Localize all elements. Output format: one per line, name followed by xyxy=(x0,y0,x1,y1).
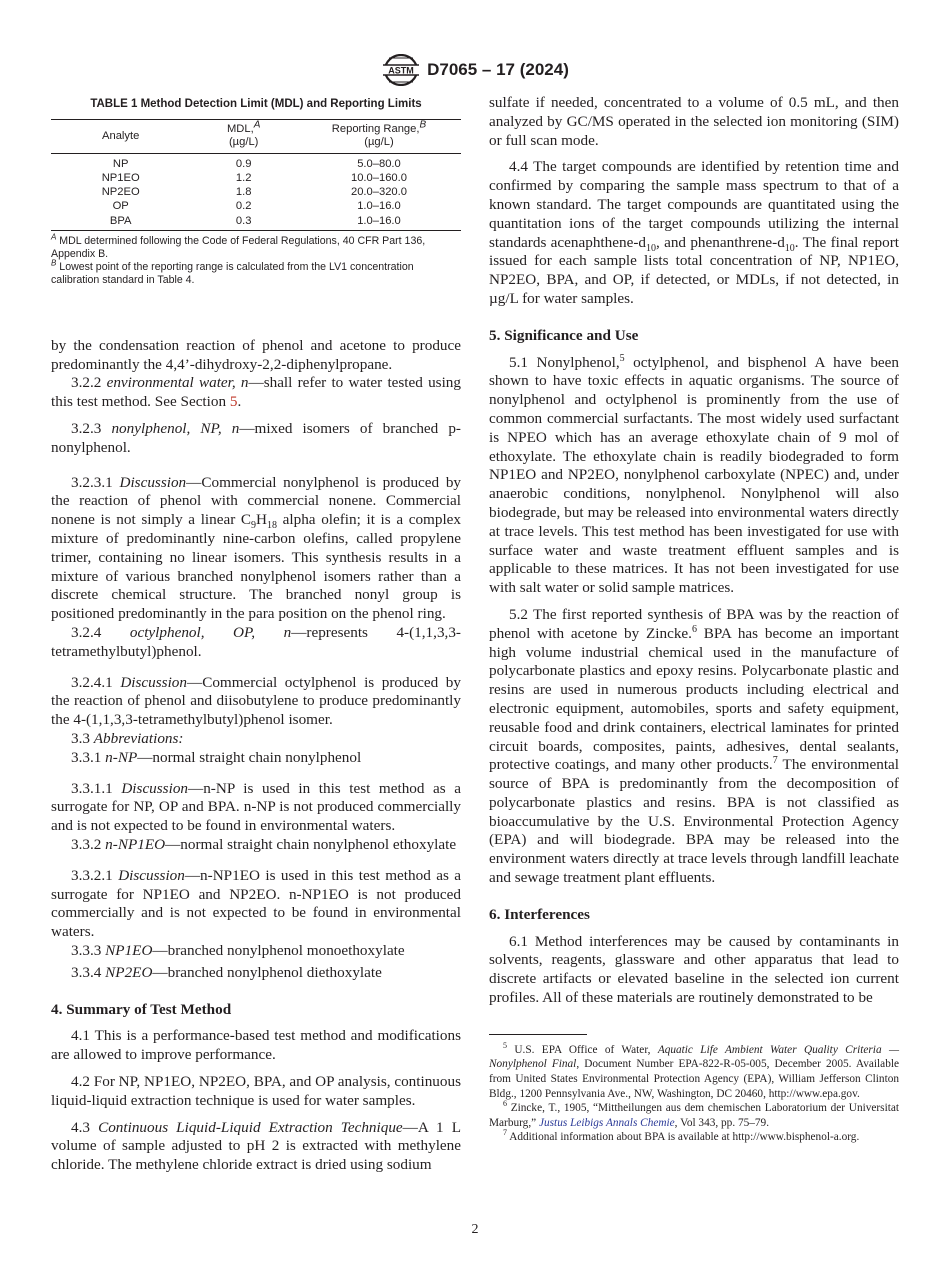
col-mdl: MDL,$^A$ (µg/L) xyxy=(190,119,297,153)
journal-link[interactable]: Justus Leibigs Annals Chemie xyxy=(539,1116,675,1129)
table-header-row xyxy=(51,119,461,153)
page-number: 2 xyxy=(471,1222,479,1237)
section-3-3-4: 3.3.4 NP2EO—branched nonylphenol diethoxylate xyxy=(71,963,382,981)
section-3-2-4-1: 3.2.4.1 Discussion—Commercial octylphenol is produced by the reaction of phenol and diisobutylene to produce predominantly the 4-(1,1,3,3-tetramethylbutyl)phenol isomer. xyxy=(51,673,461,729)
footnote-7: $^7$ Additional information about BPA is available at http://www.bisphenol-a.org. xyxy=(503,1128,860,1144)
paragraph-4-1: 4.1 This is a performance-based test method and modifications are allowed to improve performance. xyxy=(51,1027,461,1064)
footnote-ref-7[interactable]: 7 xyxy=(772,755,778,767)
paragraph-continued-right: sulfate if needed, concentrated to a volume of 0.5 mL, and then analyzed by GC/MS operated in the selected ion monitoring (SIM) or full scan mode. xyxy=(489,94,899,149)
paragraph-6-1: 6.1 Method interferences may be caused by contaminants in solvents, reagents, glassware and other apparatus that lead to discrete artifacts or elevated baseline in the selected ion current profiles. All of these materials are routinely demonstrated to be xyxy=(489,932,899,1007)
heading-section-5: 5. Significance and Use xyxy=(489,326,639,344)
astm-logo-icon xyxy=(381,54,421,86)
mdl-table xyxy=(51,119,461,231)
table-row: NP2EO 1.8 20.0–320.0 xyxy=(101,186,407,199)
section-3-2-3: 3.2.3 nonylphenol, NP, n—mixed isomers of branched p-nonylphenol. xyxy=(51,420,461,456)
table-footnote-a: $^A$ MDL determined following the Code of Federal Regulations, 40 CFR Part 136, Appendix B. xyxy=(51,232,426,260)
heading-section-4: 4. Summary of Test Method xyxy=(51,1000,232,1018)
table-1 xyxy=(51,95,461,287)
footnote-ref-6[interactable]: 6 xyxy=(691,623,697,635)
section-3-3-3: 3.3.3 NP1EO—branched nonylphenol monoethoxylate xyxy=(71,941,405,959)
table-row: OP 0.2 1.0–16.0 xyxy=(112,200,401,213)
section-3-3-1: 3.3.1 n-NP—normal straight chain nonylphenol xyxy=(71,748,362,766)
paragraph-4-2: 4.2 For NP, NP1EO, NP2EO, BPA, and OP analysis, continuous liquid-liquid extraction technique is used for water samples. xyxy=(51,1072,461,1109)
table-row: BPA 0.3 1.0–16.0 xyxy=(51,214,461,231)
footnote-ref-5[interactable]: 5 xyxy=(619,352,625,364)
table-footnote-b: $^B$ Lowest point of the reporting range is calculated from the LV1 concentration calibration standard in Table 4. xyxy=(51,258,414,286)
standard-designation: D7065 – 17 (2024) xyxy=(427,60,569,79)
section-3-2-3-1: 3.2.3.1 Discussion—Commercial nonylphenol is produced by the reaction of phenol with commercial nonene. Commercial nonene is not simply a linear $C_9H_{18}$ alpha olefin; it is a complex mixture of predominantly nine-carbon olefins, called propylene trimer, containing no linear isomers. This synthesis results in a mixture of various branched nonylphenol isomers rather than a discrete chemical structure. The branched nonyl group is positioned predominantly in the para position on the phenol ring. xyxy=(51,473,462,623)
logo-text: ASTM xyxy=(388,65,414,76)
left-column xyxy=(51,94,461,1175)
heading-section-6: 6. Interferences xyxy=(489,905,590,923)
section-4-3: 4.3 Continuous Liquid-Liquid Extraction Technique—A 1 L volume of sample adjusted to pH 2 is extracted with methylene chloride. The methylene chloride extract is dried using sodium xyxy=(51,1118,461,1174)
paragraph-4-4: 4.4 The target compounds are identified by retention time and confirmed by comparing the sample mass spectrum to that of a known standard. The target compounds are quantitated using the quantitation ions of the target compounds utilizing the internal standards acenaphthene-$d_{10}$, and phenanthrene-$d_{10}$. The final report issued for each sample lists total concentration of NP, NP1EO, NP2EO, BPA, and OP, if detected, or MDLs, if not detected, in µg/L for water samples. xyxy=(489,158,899,307)
paragraph-5-1: 5.1 Nonylphenol,$^5$ octylphenol, and bisphenol A have been shown to have toxic effects in aquatic organisms. The source of nonylphenol and octylphenol is prominently from the use of common commercial surfactants. The most widely used surfactant is NPEO which has an average ethoxylate chain of 9 mol of ethoxylate. The ethoxylate chain is readily biodegraded to form NP1EO and NP2EO, nonylphenol carboxylate (NPEC) and, under anaerobic conditions, nonylphenol. Nonylphenol will also biodegrade, but may be released into environmental waters directly at trace levels. This test method has been investigated for use with surface water and waste treatment effluent samples and is applicable to these matrices. It has not been investigated for use with salt water or solid sample matrices. xyxy=(489,352,899,597)
table-row: NP1EO 1.2 10.0–160.0 xyxy=(101,172,407,184)
paragraph-5-2: 5.2 The first reported synthesis of BPA was by the reaction of phenol with acetone by Zincke.$^6$ BPA has become an important high volume industrial chemical used in the manufacture of polycarbonate plastics and epoxy resins. Polycarbonate plastic and resins are used in numerous products including electrical and electronic equipment, automobiles, sports and safety equipment, reusable food and drink containers, electrical laminates for printed circuit boards, composites, paints, adhesives, dental sealants, protective coatings, and many other products.$^7$ The environmental source of BPA is predominantly from the decomposition of polycarbonate plastics and resins. BPA is not classified as bioaccumulative by the U.S. Environmental Protection Agency (EPA) and will biodegrade. BPA may be released into the environment waters directly at trace levels through landfill leachate and sewage treatment plant effluents. xyxy=(489,605,900,887)
col-analyte: Analyte xyxy=(51,119,190,153)
section-3-3-2: 3.3.2 n-NP1EO—normal straight chain nonylphenol ethoxylate xyxy=(71,835,457,853)
footnote-6: $^6$ Zincke, T., 1905, “Mittheilungen aus dem chemischen Laboratorium der Universitat Marburg,” Justus Leibigs Annals Chemie, Vol 343, pp. 75–79. xyxy=(489,1099,899,1129)
col-reporting-range: Reporting Range,$^B$ (µg/L) xyxy=(297,119,461,153)
section-3-2-2: 3.2.2 environmental water, n—shall refer to water tested using this test method. See Section 5. xyxy=(51,374,461,411)
table-row: NP 0.9 5.0–80.0 xyxy=(112,157,401,170)
section-3-3: 3.3 Abbreviations: xyxy=(71,729,184,747)
paragraph-continued: by the condensation reaction of phenol and acetone to produce predominantly the 4,4’-dihydroxy-2,2-diphenylpropane. xyxy=(51,336,461,373)
footnote-divider xyxy=(489,1034,587,1035)
section-3-3-1-1: 3.3.1.1 Discussion—n-NP is used in this test method as a surrogate for NP, OP and BPA. n-NP is not produced commercially and is not expected to be found in environmental waters. xyxy=(51,779,462,835)
table-title: TABLE 1 Method Detection Limit (MDL) and Reporting Limits xyxy=(90,98,422,110)
section-5-link[interactable]: 5 xyxy=(229,393,238,411)
section-3-2-4: 3.2.4 octylphenol, OP, n—represents 4-(1,1,3,3-tetramethylbutyl)phenol. xyxy=(51,623,461,660)
section-3-3-2-1: 3.3.2.1 Discussion—n-NP1EO is used in this test method as a surrogate for NP1EO and NP2EO. n-NP1EO is not produced commercially and is not expected to be found in environmental waters. xyxy=(51,866,462,941)
footnote-5: $^5$ U.S. EPA Office of Water, Aquatic Life Ambient Water Quality Criteria — Nonylphenol Final, Document Number EPA-822-R-05-005, December 2005. Available from United States Environmental Protection Agency (EPA), William Jefferson Clinton Bldg., 1200 Pennsylvania Ave., NW, Washington, DC 20460, http://www.epa.gov. xyxy=(489,1041,899,1100)
page-header xyxy=(0,54,950,86)
right-column xyxy=(489,94,899,1145)
